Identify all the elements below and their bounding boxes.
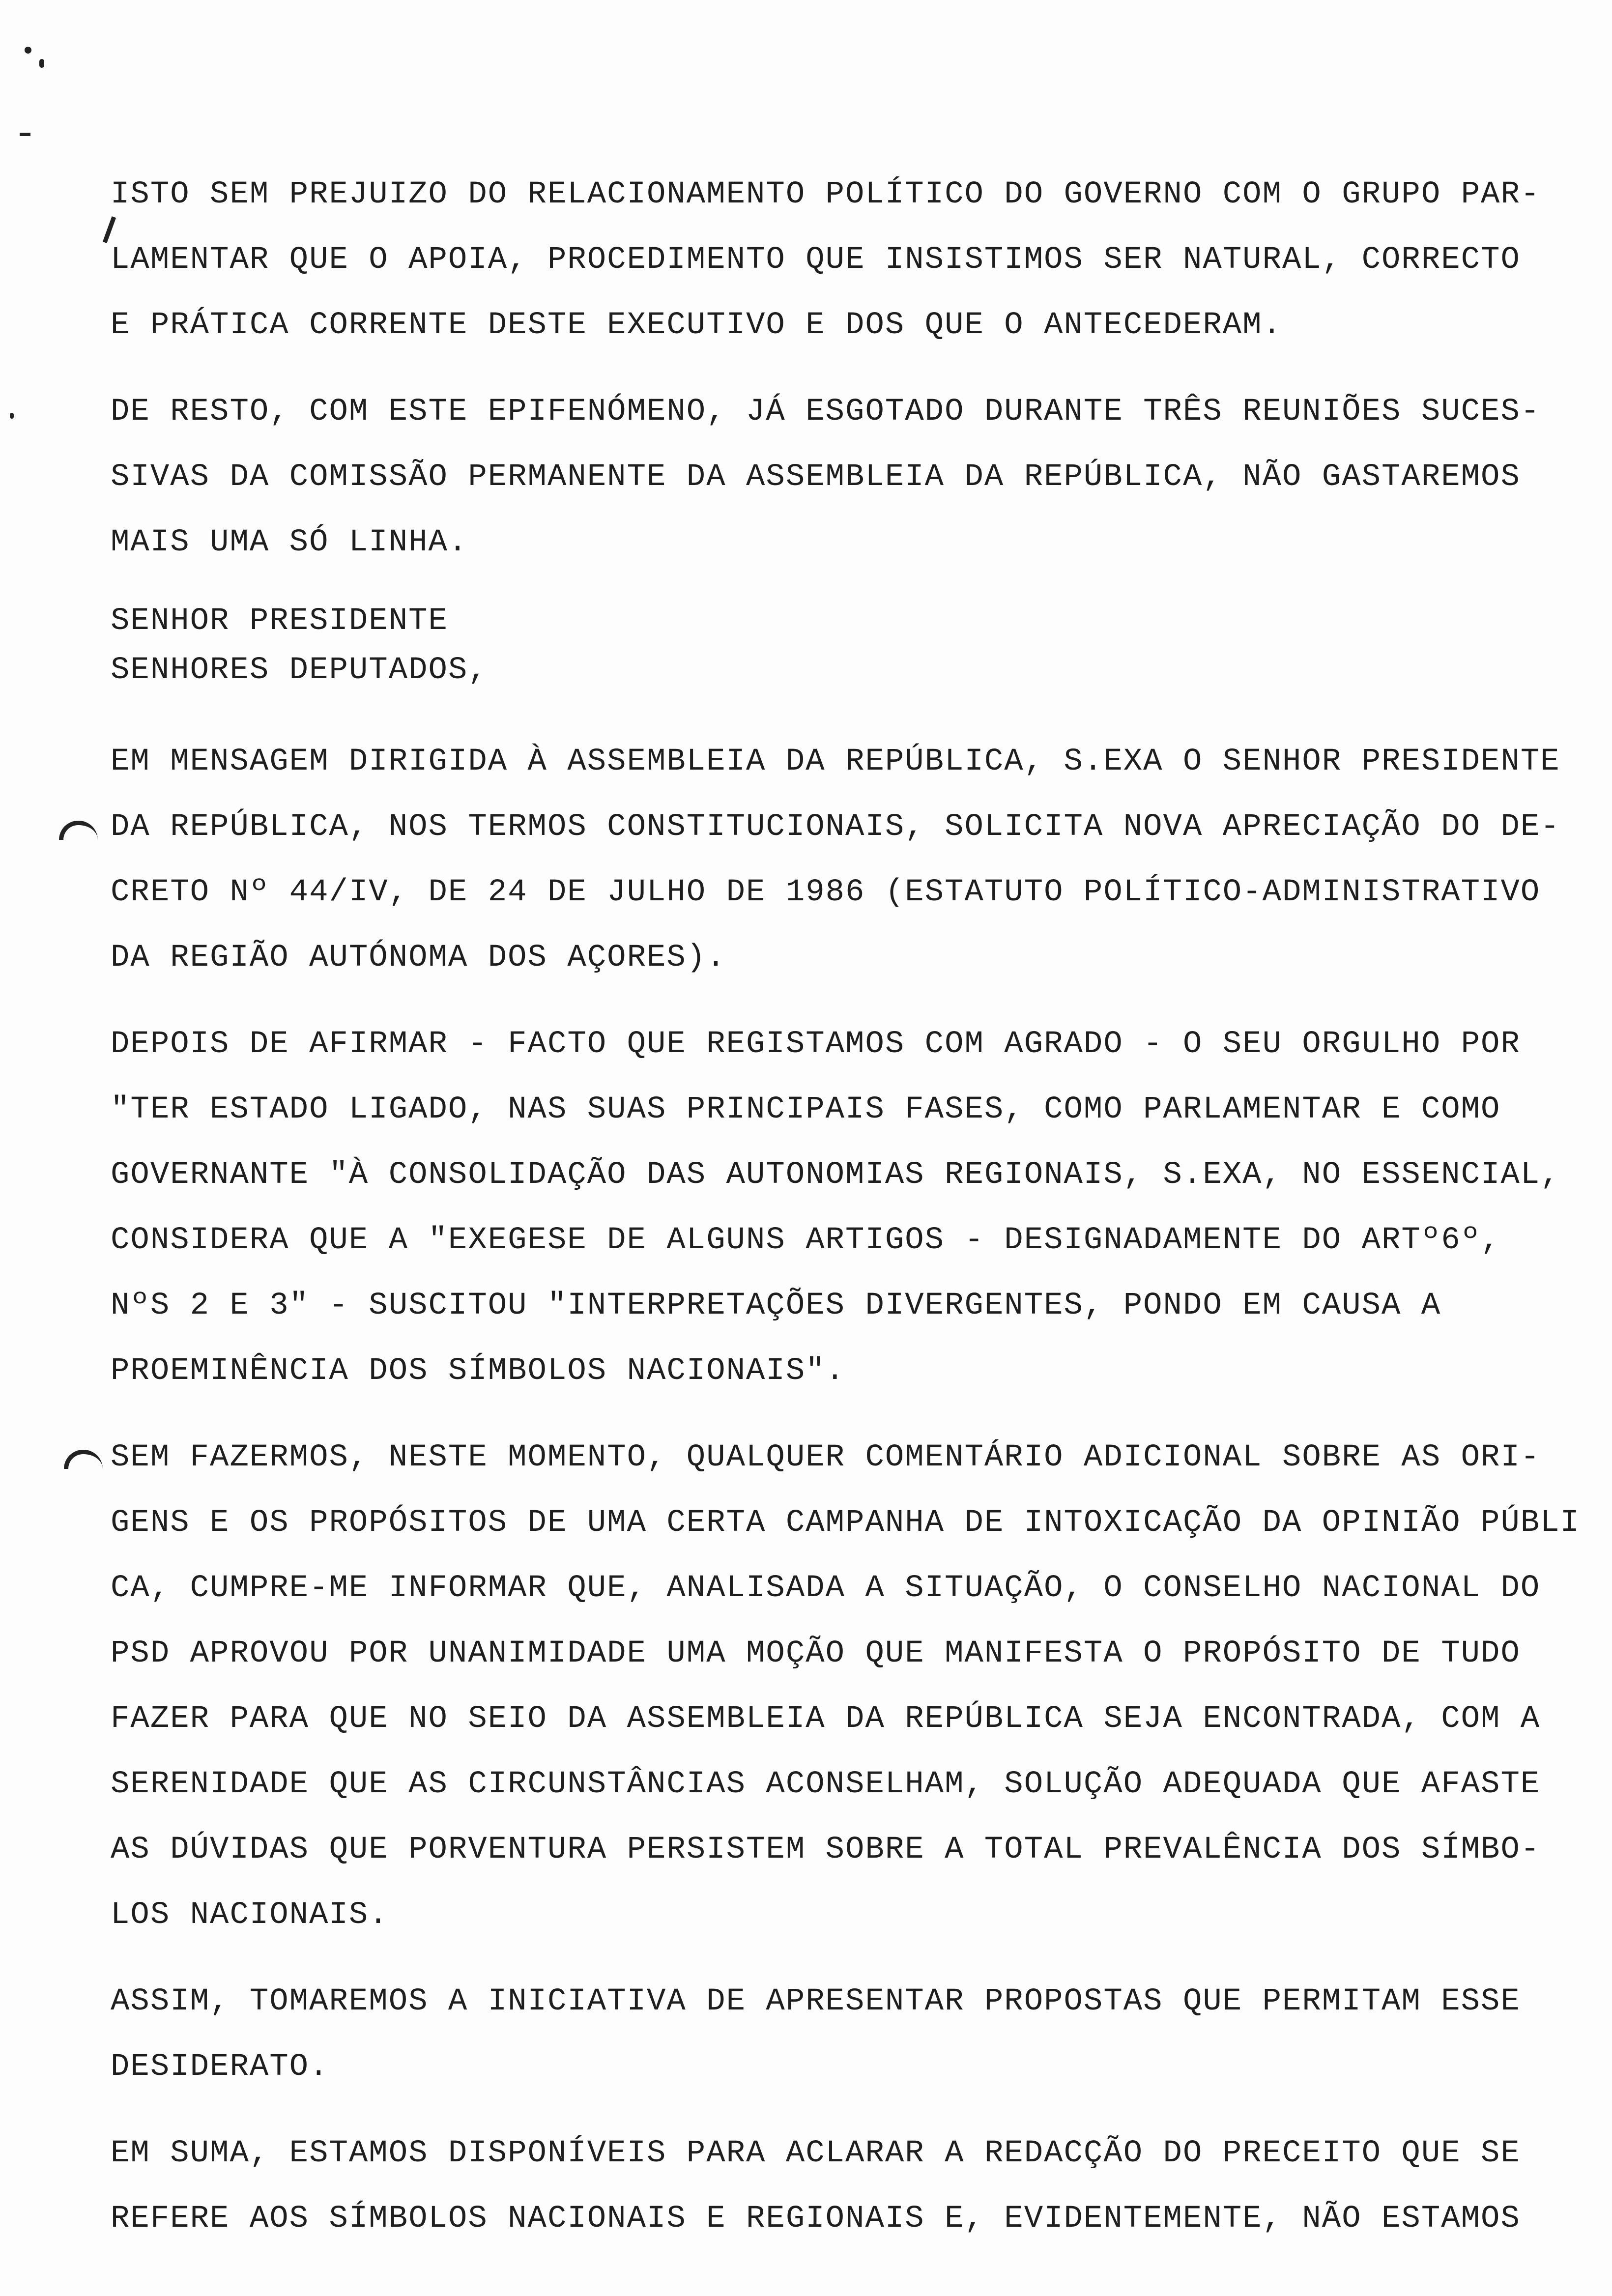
paragraph-psd-motion xyxy=(111,1425,1580,1948)
text-line: EM SUMA, ESTAMOS DISPONÍVEIS PARA ACLARAR A REDACÇÃO DO PRECEITO QUE SE xyxy=(111,2136,1521,2171)
text-line: LAMENTAR QUE O APOIA, PROCEDIMENTO QUE INSISTIMOS SER NATURAL, CORRECTO xyxy=(111,242,1521,278)
text-line: ISTO SEM PREJUIZO DO RELACIONAMENTO POLÍTICO DO GOVERNO COM O GRUPO PAR- xyxy=(111,177,1541,212)
text-line: DESIDERATO. xyxy=(111,2049,329,2085)
text-line: PROEMINÊNCIA DOS SÍMBOLOS NACIONAIS". xyxy=(111,1353,846,1389)
text-line: GOVERNANTE "À CONSOLIDAÇÃO DAS AUTONOMIAS REGIONAIS, S.EXA, NO ESSENCIAL, xyxy=(111,1157,1560,1193)
text-line: GENS E OS PROPÓSITOS DE UMA CERTA CAMPANHA DE INTOXICAÇÃO DA OPINIÃO PÚBLI xyxy=(111,1505,1581,1541)
margin-dot-mark xyxy=(25,47,31,54)
margin-arc-mark xyxy=(64,1450,103,1469)
text-line: EM MENSAGEM DIRIGIDA À ASSEMBLEIA DA REPÚBLICA, S.EXA O SENHOR PRESIDENTE xyxy=(111,744,1560,779)
text-line: SENHOR PRESIDENTE xyxy=(111,603,448,639)
text-line: ASSIM, TOMAREMOS A INICIATIVA DE APRESENTAR PROPOSTAS QUE PERMITAM ESSE xyxy=(111,1984,1521,2019)
paragraph-exegesis xyxy=(111,1012,1580,1404)
text-line: CONSIDERA QUE A "EXEGESE DE ALGUNS ARTIGOS - DESIGNADAMENTE DO ARTº6º, xyxy=(111,1223,1501,1258)
text-line: "TER ESTADO LIGADO, NAS SUAS PRINCIPAIS FASES, COMO PARLAMENTAR E COMO xyxy=(111,1092,1501,1127)
text-line: CRETO Nº 44/IV, DE 24 DE JULHO DE 1986 (ESTATUTO POLÍTICO-ADMINISTRATIVO xyxy=(111,875,1541,910)
margin-arc-mark xyxy=(59,821,98,840)
text-line: FAZER PARA QUE NO SEIO DA ASSEMBLEIA DA REPÚBLICA SEJA ENCONTRADA, COM A xyxy=(111,1701,1541,1737)
text-line: PSD APROVOU POR UNANIMIDADE UMA MOÇÃO QUE MANIFESTA O PROPÓSITO DE TUDO xyxy=(111,1636,1521,1671)
text-line: SIVAS DA COMISSÃO PERMANENTE DA ASSEMBLEIA DA REPÚBLICA, NÃO GASTAREMOS xyxy=(111,459,1521,495)
paragraph-president-message xyxy=(111,729,1580,991)
paragraph-political-relationship xyxy=(111,162,1580,358)
paragraph-initiative xyxy=(111,1969,1580,2100)
paragraph-greeting xyxy=(111,597,1580,695)
paragraph-summary xyxy=(111,2121,1580,2252)
paragraph-epiphenomenon xyxy=(111,379,1580,575)
text-line: SENHORES DEPUTADOS, xyxy=(111,653,488,688)
document-body xyxy=(111,162,1580,2273)
text-line: LOS NACIONAIS. xyxy=(111,1897,389,1933)
margin-dash-mark xyxy=(20,133,30,136)
margin-dot-mark xyxy=(10,413,14,419)
margin-dot-mark xyxy=(39,59,44,68)
text-line: DEPOIS DE AFIRMAR - FACTO QUE REGISTAMOS COM AGRADO - O SEU ORGULHO POR xyxy=(111,1027,1521,1062)
text-line: MAIS UMA SÓ LINHA. xyxy=(111,525,468,560)
text-line: DA REGIÃO AUTÓNOMA DOS AÇORES). xyxy=(111,940,726,976)
text-line: SEM FAZERMOS, NESTE MOMENTO, QUALQUER COMENTÁRIO ADICIONAL SOBRE AS ORI- xyxy=(111,1440,1541,1475)
text-line: REFERE AOS SÍMBOLOS NACIONAIS E REGIONAIS E, EVIDENTEMENTE, NÃO ESTAMOS xyxy=(111,2201,1521,2237)
text-line: CA, CUMPRE-ME INFORMAR QUE, ANALISADA A SITUAÇÃO, O CONSELHO NACIONAL DO xyxy=(111,1571,1541,1606)
text-line: AS DÚVIDAS QUE PORVENTURA PERSISTEM SOBRE A TOTAL PREVALÊNCIA DOS SÍMBO- xyxy=(111,1832,1541,1867)
text-line: SERENIDADE QUE AS CIRCUNSTÂNCIAS ACONSELHAM, SOLUÇÃO ADEQUADA QUE AFASTE xyxy=(111,1767,1541,1802)
text-line: E PRÁTICA CORRENTE DESTE EXECUTIVO E DOS QUE O ANTECEDERAM. xyxy=(111,308,1282,343)
text-line: DE RESTO, COM ESTE EPIFENÓMENO, JÁ ESGOTADO DURANTE TRÊS REUNIÕES SUCES- xyxy=(111,394,1541,430)
text-line: DA REPÚBLICA, NOS TERMOS CONSTITUCIONAIS, SOLICITA NOVA APRECIAÇÃO DO DE- xyxy=(111,809,1560,845)
text-line: NºS 2 E 3" - SUSCITOU "INTERPRETAÇÕES DIVERGENTES, PONDO EM CAUSA A xyxy=(111,1288,1441,1323)
